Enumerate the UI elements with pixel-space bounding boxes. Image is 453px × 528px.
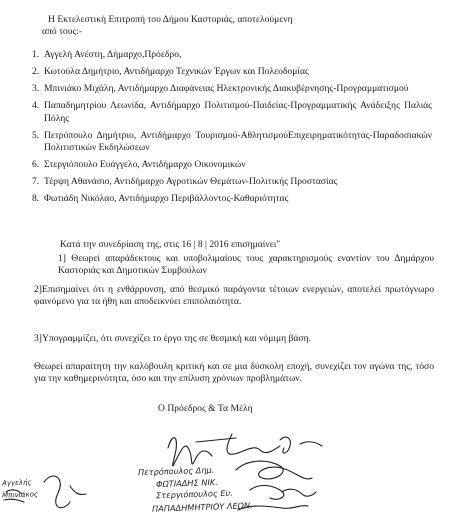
signature-stroke xyxy=(280,437,322,453)
member-number: 8. xyxy=(32,193,40,205)
member-number: 6. xyxy=(32,159,40,171)
member-number: 4. xyxy=(32,100,40,112)
member-number: 1. xyxy=(32,49,40,60)
member-item xyxy=(32,49,432,61)
intro xyxy=(42,14,437,39)
intro-line-1: Η Εκτελεστική Επιτροπή του Δήμου Καστοριάς, αποτελούμενη xyxy=(48,14,293,25)
signature-stroke xyxy=(236,461,312,479)
paragraph-3: 3]Υπογραμμίζει, ότι συνεχίζει το έργο της σε θεσμική και νόμιμη βάση. xyxy=(34,333,312,344)
member-text: Φωτιάδη Νικόλαο, Αντιδήμαρχο Περιβάλλοντος-Καθαριότητας xyxy=(44,193,289,205)
signature-label: Ο Πρόεδρος & Τα Μέλη xyxy=(158,403,253,414)
member-item xyxy=(32,130,432,155)
member-text: Μπινιάκο Μιχάλη, Αντιδήμαρχο Διαφάνειας Ηλεκτρονικής Διακυβέρνησης-Προγραμματισμού xyxy=(44,83,409,95)
member-number: 2. xyxy=(32,66,40,78)
member-item xyxy=(32,100,432,125)
handwritten-name: ΦΩΤΙΑΔΗΣ ΝΙΚ. xyxy=(155,476,218,490)
member-item xyxy=(32,193,432,205)
member-number: 7. xyxy=(32,176,40,188)
member-item xyxy=(32,159,432,171)
member-text: Παπαδημητρίου Λεωνίδα, Αντιδήμαρχο Πολιτισμού-Παιδείας-Προγραμματικής Ανάδειξης Παλιάς Πόλης xyxy=(44,100,432,124)
member-item xyxy=(32,83,432,95)
members-list xyxy=(32,49,432,211)
handwritten-name: Αγγελής xyxy=(1,478,32,488)
signature-stroke xyxy=(250,486,316,500)
member-text: Πετρόπουλο Δημήτριο, Αντιδήμαρχο Τουρισμού-ΑθλητισμούΕπιχειρηματικότητας-Παραδοσιακών Πολιτιστικών Εκδηλώσεων xyxy=(44,129,432,154)
signature-stroke xyxy=(44,476,86,508)
member-text: Τέρψη Αθανάσιο, Αντιδήμαρχο Αγροτικών Θεμάτων-Πολιτικής Προστασίας xyxy=(44,176,338,188)
signature-stroke xyxy=(168,438,212,466)
member-number: 3. xyxy=(32,83,40,95)
handwritten-name: Στεργιόπουλος Ευ. xyxy=(155,487,233,501)
member-text: Αγγελή Ανέστη, Δήμαρχο,Πρόεδρο, xyxy=(44,49,182,60)
handwritten-name: Πετρόπουλος Δημ. xyxy=(137,464,215,478)
session-line: Κατά την συνεδρίαση της, στις 16 | 8 | 2016 επισημαίνει" xyxy=(60,239,281,250)
member-item xyxy=(32,176,432,188)
member-text: Κωτούλα Δημήτριο, Αντιδήμαρχο Τεχνικών Έργων και Πολεοδομίας xyxy=(44,66,309,78)
signature-stroke xyxy=(196,434,280,454)
member-item xyxy=(32,66,432,78)
paragraph-4: Θεωρεί απαραίτητη την καλόβουλη κριτική και σε μια δύσκολη εποχή, συνεχίζει τον αγώνα της, τόσο για την καθημερινότητα, όσο και την επίλυση χρόνιων προβλημάτων. xyxy=(34,361,434,385)
handwritten-name: ΠΑΠΑΔΗΜΗΤΡΙΟΥ ΛΕΩΝ. xyxy=(151,500,253,514)
paragraph-1: 1] Θεωρεί απαράδεκτους και υποβολιμαίους τους χαρακτηρισμούς εναντίον του Δημάρχου Καστοριάς και Δημοτικών Συμβούλων xyxy=(58,253,434,277)
intro-line-2: από τους:- xyxy=(42,26,83,38)
paragraph-2: 2]Επισημαίνει ότι η ενθάρρυνση, από θεσμικό παράγοντα τέτοιων ενεργειών, αποτελεί πρωτόγνωρο φαινόμενο για τα ήθη και αποδεικνύει επιπολαιότητα. xyxy=(34,284,434,308)
member-number: 5. xyxy=(32,129,40,141)
handwritten-signatures xyxy=(0,430,453,524)
handwritten-name: Μπινιάκος xyxy=(1,490,39,500)
member-text: Στεργιόπουλο Ευάγγελο, Αντιδήμαρχο Οικονομικών xyxy=(44,159,246,171)
